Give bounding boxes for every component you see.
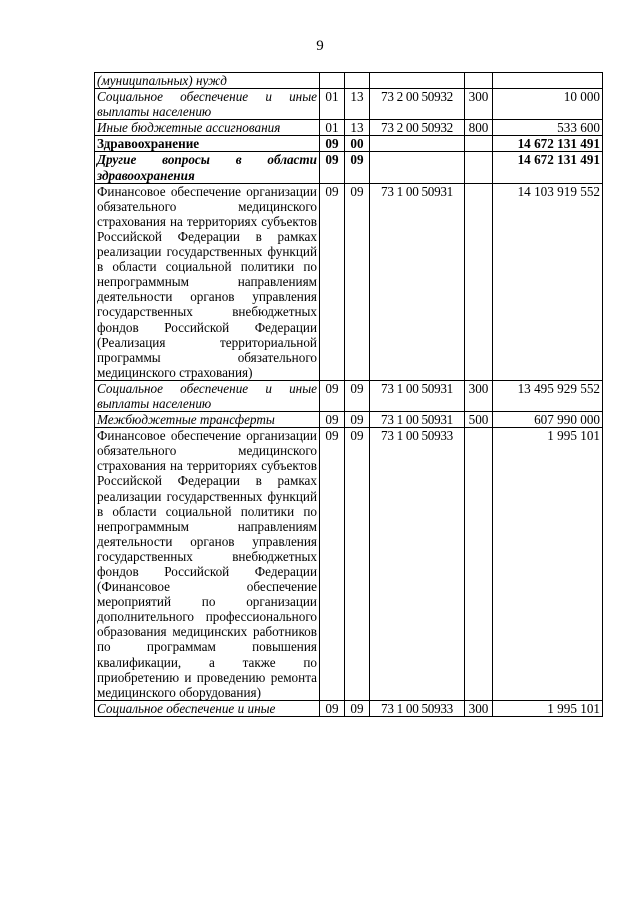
table-row <box>95 73 603 89</box>
target-article-cell <box>370 136 465 152</box>
row-name-cell: Здравоохранение <box>95 136 320 152</box>
section-code-cell <box>320 73 345 89</box>
page-number: 9 <box>316 38 324 54</box>
budget-table <box>94 72 603 717</box>
table-row <box>95 120 603 136</box>
row-name-cell: Социальное обеспечение и иные выплаты населению <box>95 380 320 411</box>
section-code-cell: 09 <box>320 136 345 152</box>
row-name-cell: Социальное обеспечение и иные <box>95 700 320 716</box>
row-name-cell: Другие вопросы в области здравоохранения <box>95 152 320 183</box>
subsection-code-cell: 09 <box>345 183 370 380</box>
subsection-code-cell <box>345 73 370 89</box>
amount-cell <box>493 73 603 89</box>
amount-cell: 1 995 101 <box>493 428 603 701</box>
subsection-code-cell: 09 <box>345 412 370 428</box>
table-row <box>95 700 603 716</box>
row-name-cell: Социальное обеспечение и иные выплаты населению <box>95 89 320 120</box>
amount-cell: 10 000 <box>493 89 603 120</box>
table-row <box>95 412 603 428</box>
subsection-code-cell: 13 <box>345 120 370 136</box>
expense-type-cell: 300 <box>465 380 493 411</box>
budget-table-body <box>95 73 603 717</box>
amount-cell: 14 672 131 491 <box>493 152 603 183</box>
expense-type-cell <box>465 73 493 89</box>
target-article-cell: 73 2 00 50932 <box>370 89 465 120</box>
section-code-cell: 01 <box>320 120 345 136</box>
row-name-cell: Иные бюджетные ассигнования <box>95 120 320 136</box>
subsection-code-cell: 09 <box>345 428 370 701</box>
subsection-code-cell: 09 <box>345 152 370 183</box>
subsection-code-cell: 09 <box>345 380 370 411</box>
table-row <box>95 380 603 411</box>
section-code-cell: 09 <box>320 412 345 428</box>
target-article-cell: 73 1 00 50931 <box>370 183 465 380</box>
target-article-cell: 73 1 00 50933 <box>370 428 465 701</box>
section-code-cell: 09 <box>320 152 345 183</box>
amount-cell: 1 995 101 <box>493 700 603 716</box>
amount-cell: 533 600 <box>493 120 603 136</box>
row-name-cell: Финансовое обеспечение организации обязательного медицинского страхования на территориях субъектов Российской Федерации в рамках реализации государственных функций в области социальной политики по непрограммным направлениям деятельности органов управления государственных внебюджетных фондов Российской Федерации (Финансовое обеспечение мероприятий по организации дополнительного профессионального образования медицинских работников по программам повышения квалификации, а также по приобретению и проведению ремонта медицинского оборудования) <box>95 428 320 701</box>
subsection-code-cell: 00 <box>345 136 370 152</box>
section-code-cell: 09 <box>320 380 345 411</box>
row-name-cell: Межбюджетные трансферты <box>95 412 320 428</box>
target-article-cell: 73 2 00 50932 <box>370 120 465 136</box>
section-code-cell: 09 <box>320 700 345 716</box>
table-row <box>95 152 603 183</box>
expense-type-cell <box>465 152 493 183</box>
section-code-cell: 01 <box>320 89 345 120</box>
target-article-cell: 73 1 00 50931 <box>370 412 465 428</box>
table-row <box>95 183 603 380</box>
amount-cell: 607 990 000 <box>493 412 603 428</box>
amount-cell: 14 103 919 552 <box>493 183 603 380</box>
subsection-code-cell: 09 <box>345 700 370 716</box>
target-article-cell <box>370 152 465 183</box>
expense-type-cell: 300 <box>465 89 493 120</box>
table-row <box>95 136 603 152</box>
amount-cell: 14 672 131 491 <box>493 136 603 152</box>
target-article-cell: 73 1 00 50931 <box>370 380 465 411</box>
row-name-cell: Финансовое обеспечение организации обязательного медицинского страхования на территориях субъектов Российской Федерации в рамках реализации государственных функций в области социальной политики по непрограммным направлениям деятельности органов управления государственных внебюджетных фондов Российской Федерации (Реализация территориальной программы обязательного медицинского страхования) <box>95 183 320 380</box>
table-row <box>95 89 603 120</box>
expense-type-cell <box>465 136 493 152</box>
expense-type-cell: 500 <box>465 412 493 428</box>
row-name-cell: (муниципальных) нужд <box>95 73 320 89</box>
expense-type-cell <box>465 428 493 701</box>
section-code-cell: 09 <box>320 183 345 380</box>
amount-cell: 13 495 929 552 <box>493 380 603 411</box>
table-row <box>95 428 603 701</box>
subsection-code-cell: 13 <box>345 89 370 120</box>
section-code-cell: 09 <box>320 428 345 701</box>
expense-type-cell <box>465 183 493 380</box>
target-article-cell: 73 1 00 50933 <box>370 700 465 716</box>
expense-type-cell: 300 <box>465 700 493 716</box>
expense-type-cell: 800 <box>465 120 493 136</box>
target-article-cell <box>370 73 465 89</box>
